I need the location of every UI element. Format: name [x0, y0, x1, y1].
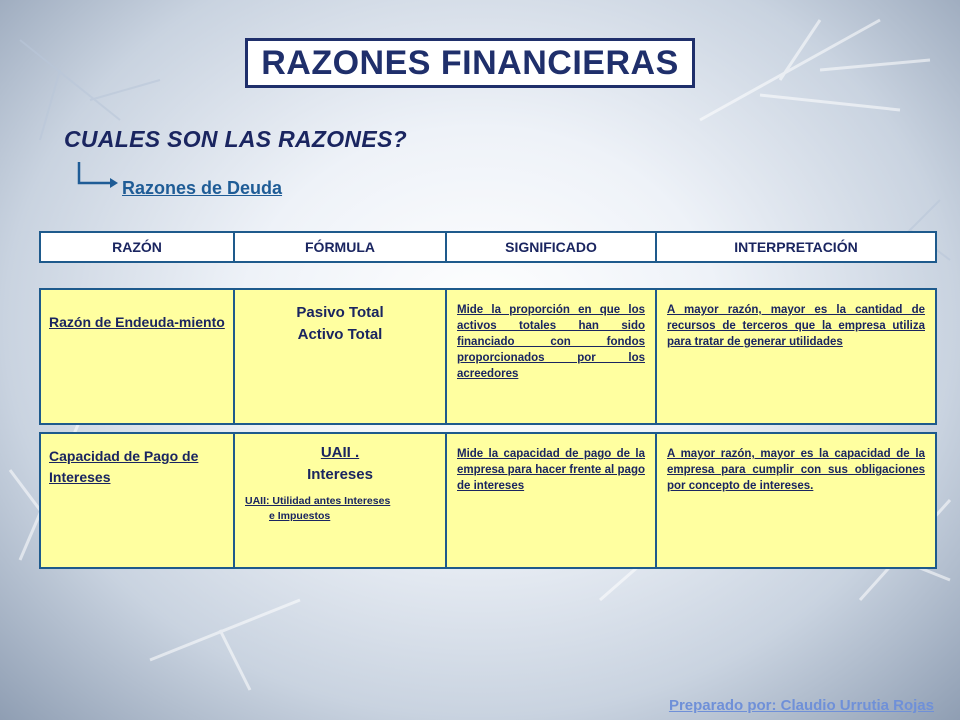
footer-credit-link[interactable]: Preparado por: Claudio Urrutia Rojas	[668, 697, 934, 714]
note-line-2: e Impuestos	[269, 510, 331, 522]
header-interpretacion: INTERPRETACIÓN	[734, 239, 858, 255]
formula-denominator: Intereses	[307, 466, 373, 483]
meaning-cell	[447, 290, 657, 423]
ratio-name[interactable]: Razón de Endeuda-miento	[49, 314, 225, 330]
formula-numerator: UAII .	[320, 444, 360, 461]
formula-denominator: Activo Total	[297, 326, 383, 343]
interpretation-cell	[657, 290, 935, 423]
page-title-box	[245, 38, 695, 88]
formula-cell	[235, 434, 447, 567]
meaning-cell	[447, 434, 657, 567]
meaning-text[interactable]: Mide la capacidad de pago de la empresa para hacer frente al pago de intereses	[457, 448, 645, 492]
arrow-icon	[76, 160, 122, 190]
ratio-name[interactable]: Capacidad de Pago de Intereses	[49, 448, 199, 485]
table-row	[39, 288, 937, 425]
meaning-text[interactable]: Mide la proporción en que los activos totales han sido financiado con fondos proporcionados por los acreedores	[457, 304, 645, 380]
header-significado: SIGNIFICADO	[447, 233, 657, 261]
header-razon: RAZÓN	[41, 233, 235, 261]
row-name-cell	[41, 434, 235, 567]
formula-cell	[235, 290, 447, 423]
header-formula: FÓRMULA	[235, 233, 447, 261]
subtitle-link[interactable]: Razones de Deuda	[122, 178, 283, 198]
table-header	[39, 231, 937, 263]
interpretation-cell	[657, 434, 935, 567]
row-name-cell	[41, 290, 235, 423]
interpretation-text[interactable]: A mayor razón, mayor es la capacidad de la empresa para cumplir con sus obligaciones por concepto de intereses.	[667, 448, 925, 492]
interpretation-text[interactable]: A mayor razón, mayor es la cantidad de recursos de terceros que la empresa utiliza para tratar de generar utilidades	[667, 304, 925, 348]
section-question: CUALES SON LAS RAZONES?	[64, 126, 407, 152]
table-row	[39, 432, 937, 569]
formula-numerator: Pasivo Total	[296, 304, 384, 321]
page-title: RAZONES FINANCIERAS	[261, 43, 679, 82]
note-line-1: UAII: Utilidad antes Intereses	[245, 495, 391, 507]
formula-note	[235, 494, 445, 524]
